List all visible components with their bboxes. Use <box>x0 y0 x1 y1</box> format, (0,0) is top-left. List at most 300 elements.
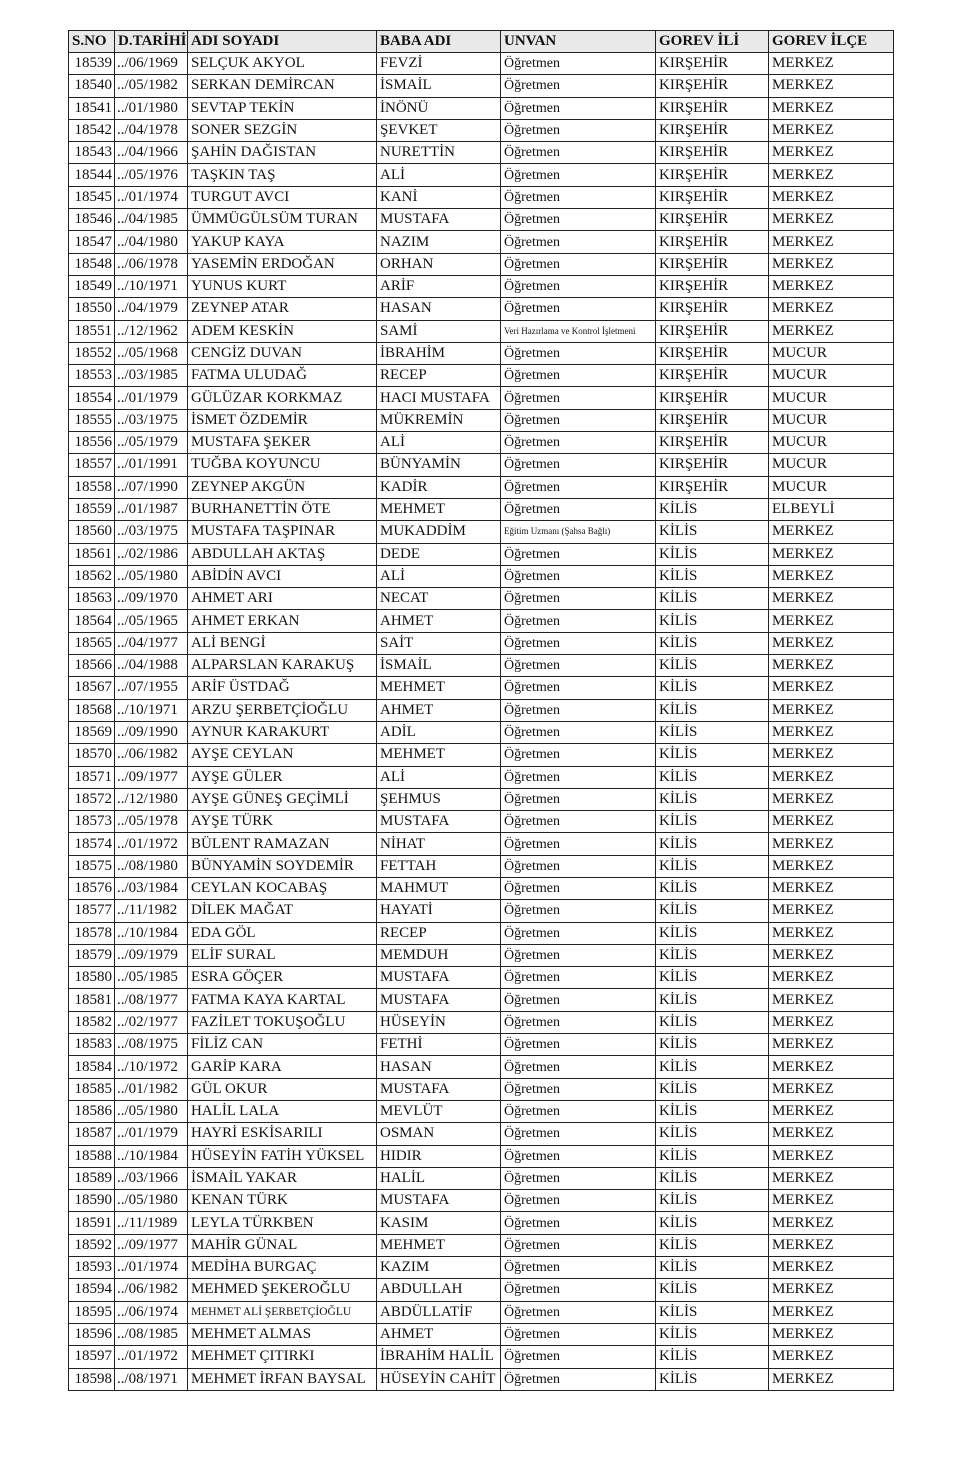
cell-sno: 18589 <box>69 1167 115 1189</box>
cell-province: KİLİS <box>656 744 769 766</box>
cell-district: MERKEZ <box>769 1145 894 1167</box>
cell-district: MERKEZ <box>769 142 894 164</box>
cell-title: Öğretmen <box>501 142 656 164</box>
cell-province: KİLİS <box>656 877 769 899</box>
cell-father-name: HASAN <box>377 1056 501 1078</box>
cell-district: MERKEZ <box>769 1301 894 1323</box>
cell-birth-date: ../05/1979 <box>115 432 188 454</box>
cell-district: MERKEZ <box>769 1078 894 1100</box>
cell-province: KİLİS <box>656 1279 769 1301</box>
cell-full-name: BÜNYAMİN SOYDEMİR <box>188 855 377 877</box>
cell-province: KİLİS <box>656 1212 769 1234</box>
cell-title: Öğretmen <box>501 186 656 208</box>
cell-sno: 18576 <box>69 877 115 899</box>
document-sheet <box>68 30 893 1391</box>
table-row <box>69 432 894 454</box>
cell-sno: 18594 <box>69 1279 115 1301</box>
cell-full-name: MEHMET İRFAN BAYSAL <box>188 1368 377 1390</box>
cell-district: MERKEZ <box>769 521 894 543</box>
cell-district: MERKEZ <box>769 186 894 208</box>
table-row <box>69 922 894 944</box>
cell-title: Öğretmen <box>501 900 656 922</box>
cell-district: MUCUR <box>769 387 894 409</box>
cell-birth-date: ../10/1984 <box>115 922 188 944</box>
cell-sno: 18582 <box>69 1011 115 1033</box>
header-title: UNVAN <box>501 31 656 53</box>
cell-full-name: MEHMET ALMAS <box>188 1323 377 1345</box>
cell-father-name: ALİ <box>377 766 501 788</box>
cell-father-name: ALİ <box>377 432 501 454</box>
header-sno: S.NO <box>69 31 115 53</box>
cell-sno: 18545 <box>69 186 115 208</box>
cell-full-name: AHMET ARI <box>188 588 377 610</box>
cell-father-name: MUSTAFA <box>377 1078 501 1100</box>
cell-birth-date: ../10/1984 <box>115 1145 188 1167</box>
cell-district: MERKEZ <box>769 209 894 231</box>
cell-province: KİLİS <box>656 922 769 944</box>
table-row <box>69 186 894 208</box>
cell-title: Öğretmen <box>501 632 656 654</box>
cell-full-name: BÜLENT RAMAZAN <box>188 833 377 855</box>
cell-sno: 18539 <box>69 53 115 75</box>
cell-province: KIRŞEHİR <box>656 432 769 454</box>
cell-full-name: TAŞKIN TAŞ <box>188 164 377 186</box>
cell-father-name: MEHMET <box>377 498 501 520</box>
cell-province: KIRŞEHİR <box>656 454 769 476</box>
cell-district: MERKEZ <box>769 1323 894 1345</box>
cell-sno: 18588 <box>69 1145 115 1167</box>
cell-father-name: NİHAT <box>377 833 501 855</box>
cell-province: KİLİS <box>656 967 769 989</box>
cell-title: Öğretmen <box>501 1279 656 1301</box>
cell-father-name: NECAT <box>377 588 501 610</box>
cell-father-name: İBRAHİM HALİL <box>377 1346 501 1368</box>
table-row <box>69 1190 894 1212</box>
cell-birth-date: ../01/1980 <box>115 97 188 119</box>
cell-district: MERKEZ <box>769 1368 894 1390</box>
cell-province: KIRŞEHİR <box>656 275 769 297</box>
cell-sno: 18556 <box>69 432 115 454</box>
cell-birth-date: ../04/1980 <box>115 231 188 253</box>
cell-full-name: ALPARSLAN KARAKUŞ <box>188 655 377 677</box>
cell-father-name: MUSTAFA <box>377 1190 501 1212</box>
cell-full-name: FATMA KAYA KARTAL <box>188 989 377 1011</box>
table-row <box>69 1323 894 1345</box>
cell-sno: 18564 <box>69 610 115 632</box>
table-row <box>69 811 894 833</box>
cell-birth-date: ../01/1972 <box>115 1346 188 1368</box>
cell-province: KİLİS <box>656 1123 769 1145</box>
cell-district: MERKEZ <box>769 744 894 766</box>
cell-title: Öğretmen <box>501 476 656 498</box>
cell-sno: 18547 <box>69 231 115 253</box>
cell-father-name: MEVLÜT <box>377 1100 501 1122</box>
cell-province: KIRŞEHİR <box>656 209 769 231</box>
cell-father-name: MUKADDİM <box>377 521 501 543</box>
cell-full-name: AYŞE GÜNEŞ GEÇİMLİ <box>188 788 377 810</box>
header-district: GOREV İLÇE <box>769 31 894 53</box>
cell-title: Öğretmen <box>501 97 656 119</box>
table-row <box>69 119 894 141</box>
cell-title: Öğretmen <box>501 1234 656 1256</box>
cell-sno: 18563 <box>69 588 115 610</box>
cell-district: MERKEZ <box>769 1011 894 1033</box>
cell-province: KİLİS <box>656 1034 769 1056</box>
cell-full-name: FAZİLET TOKUŞOĞLU <box>188 1011 377 1033</box>
cell-province: KIRŞEHİR <box>656 253 769 275</box>
cell-title: Öğretmen <box>501 677 656 699</box>
cell-full-name: ESRA GÖÇER <box>188 967 377 989</box>
cell-district: MERKEZ <box>769 565 894 587</box>
cell-birth-date: ../06/1974 <box>115 1301 188 1323</box>
cell-full-name: MUSTAFA ŞEKER <box>188 432 377 454</box>
cell-full-name: YAKUP KAYA <box>188 231 377 253</box>
cell-full-name: SERKAN DEMİRCAN <box>188 75 377 97</box>
cell-father-name: HIDIR <box>377 1145 501 1167</box>
cell-sno: 18546 <box>69 209 115 231</box>
cell-birth-date: ../08/1975 <box>115 1034 188 1056</box>
cell-province: KİLİS <box>656 1011 769 1033</box>
cell-birth-date: ../09/1990 <box>115 721 188 743</box>
cell-birth-date: ../06/1982 <box>115 1279 188 1301</box>
personnel-table <box>68 30 894 1391</box>
cell-title: Veri Hazırlama ve Kontrol İşletmeni <box>501 320 656 342</box>
cell-full-name: MEDİHA BURGAÇ <box>188 1257 377 1279</box>
cell-district: MUCUR <box>769 342 894 364</box>
cell-title: Öğretmen <box>501 164 656 186</box>
cell-province: KİLİS <box>656 610 769 632</box>
cell-province: KİLİS <box>656 855 769 877</box>
table-row <box>69 989 894 1011</box>
cell-sno: 18580 <box>69 967 115 989</box>
table-row <box>69 1346 894 1368</box>
cell-district: MERKEZ <box>769 1123 894 1145</box>
cell-province: KİLİS <box>656 521 769 543</box>
cell-district: MERKEZ <box>769 1190 894 1212</box>
cell-sno: 18590 <box>69 1190 115 1212</box>
cell-birth-date: ../04/1966 <box>115 142 188 164</box>
cell-full-name: EDA GÖL <box>188 922 377 944</box>
cell-title: Öğretmen <box>501 788 656 810</box>
table-row <box>69 788 894 810</box>
table-row <box>69 498 894 520</box>
table-body <box>69 53 894 1391</box>
cell-birth-date: ../03/1975 <box>115 409 188 431</box>
table-row <box>69 1212 894 1234</box>
cell-title: Öğretmen <box>501 655 656 677</box>
cell-father-name: OSMAN <box>377 1123 501 1145</box>
table-row <box>69 1167 894 1189</box>
cell-birth-date: ../01/1987 <box>115 498 188 520</box>
cell-sno: 18584 <box>69 1056 115 1078</box>
cell-birth-date: ../09/1970 <box>115 588 188 610</box>
cell-birth-date: ../06/1978 <box>115 253 188 275</box>
cell-father-name: İNÖNÜ <box>377 97 501 119</box>
cell-birth-date: ../02/1977 <box>115 1011 188 1033</box>
cell-district: MUCUR <box>769 454 894 476</box>
cell-province: KİLİS <box>656 1056 769 1078</box>
cell-birth-date: ../09/1979 <box>115 944 188 966</box>
cell-father-name: ŞEVKET <box>377 119 501 141</box>
cell-sno: 18554 <box>69 387 115 409</box>
cell-father-name: RECEP <box>377 922 501 944</box>
cell-father-name: HAYATİ <box>377 900 501 922</box>
cell-full-name: TURGUT AVCI <box>188 186 377 208</box>
cell-district: MERKEZ <box>769 833 894 855</box>
cell-full-name: YASEMİN ERDOĞAN <box>188 253 377 275</box>
cell-father-name: ABDÜLLATİF <box>377 1301 501 1323</box>
cell-full-name: SEVTAP TEKİN <box>188 97 377 119</box>
cell-title: Öğretmen <box>501 1078 656 1100</box>
cell-province: KİLİS <box>656 721 769 743</box>
cell-title: Öğretmen <box>501 342 656 364</box>
cell-birth-date: ../05/1985 <box>115 967 188 989</box>
cell-province: KİLİS <box>656 588 769 610</box>
cell-district: MERKEZ <box>769 97 894 119</box>
cell-birth-date: ../11/1989 <box>115 1212 188 1234</box>
cell-province: KIRŞEHİR <box>656 119 769 141</box>
table-row <box>69 1034 894 1056</box>
cell-district: MERKEZ <box>769 632 894 654</box>
cell-sno: 18598 <box>69 1368 115 1390</box>
cell-father-name: MEHMET <box>377 1234 501 1256</box>
cell-district: MERKEZ <box>769 164 894 186</box>
cell-sno: 18597 <box>69 1346 115 1368</box>
cell-sno: 18575 <box>69 855 115 877</box>
cell-province: KİLİS <box>656 632 769 654</box>
cell-sno: 18555 <box>69 409 115 431</box>
cell-sno: 18567 <box>69 677 115 699</box>
cell-district: MERKEZ <box>769 1100 894 1122</box>
cell-full-name: MEHMET ALİ ŞERBETÇİOĞLU <box>188 1301 377 1323</box>
cell-full-name: AYNUR KARAKURT <box>188 721 377 743</box>
cell-title: Öğretmen <box>501 565 656 587</box>
cell-full-name: ABİDİN AVCI <box>188 565 377 587</box>
header-full-name: ADI SOYADI <box>188 31 377 53</box>
cell-district: MUCUR <box>769 365 894 387</box>
cell-birth-date: ../12/1980 <box>115 788 188 810</box>
cell-district: MERKEZ <box>769 922 894 944</box>
cell-birth-date: ../03/1984 <box>115 877 188 899</box>
cell-province: KİLİS <box>656 1190 769 1212</box>
cell-sno: 18587 <box>69 1123 115 1145</box>
cell-sno: 18565 <box>69 632 115 654</box>
table-row <box>69 454 894 476</box>
cell-province: KİLİS <box>656 1234 769 1256</box>
cell-father-name: FEVZİ <box>377 53 501 75</box>
cell-province: KİLİS <box>656 565 769 587</box>
cell-full-name: CEYLAN KOCABAŞ <box>188 877 377 899</box>
cell-father-name: MUSTAFA <box>377 989 501 1011</box>
cell-district: MERKEZ <box>769 1257 894 1279</box>
table-row <box>69 744 894 766</box>
cell-father-name: ARİF <box>377 275 501 297</box>
table-row <box>69 967 894 989</box>
cell-sno: 18578 <box>69 922 115 944</box>
cell-father-name: KASIM <box>377 1212 501 1234</box>
cell-title: Öğretmen <box>501 766 656 788</box>
cell-full-name: KENAN TÜRK <box>188 1190 377 1212</box>
cell-father-name: MEMDUH <box>377 944 501 966</box>
cell-province: KİLİS <box>656 900 769 922</box>
table-row <box>69 1145 894 1167</box>
cell-birth-date: ../03/1975 <box>115 521 188 543</box>
table-row <box>69 1279 894 1301</box>
cell-district: ELBEYLİ <box>769 498 894 520</box>
cell-birth-date: ../04/1977 <box>115 632 188 654</box>
table-row <box>69 365 894 387</box>
cell-district: MERKEZ <box>769 1234 894 1256</box>
cell-full-name: ELİF SURAL <box>188 944 377 966</box>
cell-province: KİLİS <box>656 833 769 855</box>
cell-title: Öğretmen <box>501 610 656 632</box>
cell-sno: 18552 <box>69 342 115 364</box>
cell-title: Öğretmen <box>501 811 656 833</box>
cell-title: Öğretmen <box>501 989 656 1011</box>
cell-sno: 18560 <box>69 521 115 543</box>
cell-province: KIRŞEHİR <box>656 186 769 208</box>
cell-full-name: MAHİR GÜNAL <box>188 1234 377 1256</box>
cell-sno: 18570 <box>69 744 115 766</box>
cell-title: Öğretmen <box>501 53 656 75</box>
header-father-name: BABA ADI <box>377 31 501 53</box>
cell-title: Öğretmen <box>501 209 656 231</box>
table-row <box>69 1100 894 1122</box>
cell-full-name: AYŞE CEYLAN <box>188 744 377 766</box>
cell-father-name: SAMİ <box>377 320 501 342</box>
cell-sno: 18583 <box>69 1034 115 1056</box>
cell-birth-date: ../01/1979 <box>115 387 188 409</box>
cell-father-name: ABDULLAH <box>377 1279 501 1301</box>
cell-province: KİLİS <box>656 1145 769 1167</box>
cell-district: MERKEZ <box>769 320 894 342</box>
cell-district: MERKEZ <box>769 699 894 721</box>
table-row <box>69 766 894 788</box>
cell-title: Öğretmen <box>501 1011 656 1033</box>
cell-district: MERKEZ <box>769 655 894 677</box>
cell-district: MERKEZ <box>769 677 894 699</box>
cell-title: Öğretmen <box>501 543 656 565</box>
cell-birth-date: ../05/1980 <box>115 1100 188 1122</box>
cell-province: KIRŞEHİR <box>656 231 769 253</box>
cell-sno: 18596 <box>69 1323 115 1345</box>
cell-birth-date: ../01/1974 <box>115 1257 188 1279</box>
cell-birth-date: ../01/1972 <box>115 833 188 855</box>
cell-district: MERKEZ <box>769 811 894 833</box>
cell-birth-date: ../08/1980 <box>115 855 188 877</box>
cell-title: Öğretmen <box>501 588 656 610</box>
cell-sno: 18572 <box>69 788 115 810</box>
cell-title: Öğretmen <box>501 744 656 766</box>
cell-birth-date: ../01/1991 <box>115 454 188 476</box>
cell-birth-date: ../08/1971 <box>115 1368 188 1390</box>
cell-province: KİLİS <box>656 1368 769 1390</box>
cell-district: MERKEZ <box>769 1279 894 1301</box>
cell-sno: 18574 <box>69 833 115 855</box>
cell-sno: 18559 <box>69 498 115 520</box>
cell-full-name: GÜLÜZAR KORKMAZ <box>188 387 377 409</box>
cell-title: Öğretmen <box>501 298 656 320</box>
cell-district: MERKEZ <box>769 119 894 141</box>
cell-father-name: HÜSEYİN <box>377 1011 501 1033</box>
cell-father-name: FETHİ <box>377 1034 501 1056</box>
cell-district: MERKEZ <box>769 53 894 75</box>
cell-district: MERKEZ <box>769 721 894 743</box>
cell-full-name: TUĞBA KOYUNCU <box>188 454 377 476</box>
cell-father-name: HALİL <box>377 1167 501 1189</box>
table-row <box>69 1123 894 1145</box>
cell-title: Öğretmen <box>501 231 656 253</box>
cell-father-name: MÜKREMİN <box>377 409 501 431</box>
table-row <box>69 655 894 677</box>
cell-sno: 18540 <box>69 75 115 97</box>
cell-birth-date: ../08/1985 <box>115 1323 188 1345</box>
cell-father-name: İSMAİL <box>377 655 501 677</box>
cell-title: Öğretmen <box>501 1323 656 1345</box>
cell-district: MERKEZ <box>769 1056 894 1078</box>
cell-district: MERKEZ <box>769 231 894 253</box>
table-row <box>69 253 894 275</box>
cell-district: MERKEZ <box>769 1034 894 1056</box>
cell-district: MUCUR <box>769 409 894 431</box>
cell-full-name: ZEYNEP ATAR <box>188 298 377 320</box>
cell-district: MERKEZ <box>769 967 894 989</box>
table-row <box>69 900 894 922</box>
table-row <box>69 632 894 654</box>
cell-sno: 18571 <box>69 766 115 788</box>
cell-district: MERKEZ <box>769 944 894 966</box>
cell-province: KIRŞEHİR <box>656 164 769 186</box>
cell-district: MERKEZ <box>769 1212 894 1234</box>
table-row <box>69 231 894 253</box>
cell-father-name: MUSTAFA <box>377 209 501 231</box>
cell-birth-date: ../03/1985 <box>115 365 188 387</box>
cell-full-name: İSMET ÖZDEMİR <box>188 409 377 431</box>
table-row <box>69 1234 894 1256</box>
cell-district: MERKEZ <box>769 75 894 97</box>
cell-full-name: ABDULLAH AKTAŞ <box>188 543 377 565</box>
cell-province: KİLİS <box>656 1346 769 1368</box>
cell-full-name: DİLEK MAĞAT <box>188 900 377 922</box>
cell-full-name: AYŞE TÜRK <box>188 811 377 833</box>
cell-birth-date: ../09/1977 <box>115 1234 188 1256</box>
cell-full-name: FATMA ULUDAĞ <box>188 365 377 387</box>
cell-sno: 18593 <box>69 1257 115 1279</box>
cell-birth-date: ../05/1980 <box>115 565 188 587</box>
cell-birth-date: ../04/1985 <box>115 209 188 231</box>
cell-province: KİLİS <box>656 498 769 520</box>
cell-birth-date: ../06/1969 <box>115 53 188 75</box>
cell-sno: 18551 <box>69 320 115 342</box>
cell-sno: 18542 <box>69 119 115 141</box>
table-row <box>69 1368 894 1390</box>
cell-full-name: LEYLA TÜRKBEN <box>188 1212 377 1234</box>
cell-province: KİLİS <box>656 1167 769 1189</box>
cell-father-name: RECEP <box>377 365 501 387</box>
cell-full-name: GÜL OKUR <box>188 1078 377 1100</box>
table-row <box>69 833 894 855</box>
cell-province: KİLİS <box>656 1301 769 1323</box>
table-row <box>69 944 894 966</box>
cell-birth-date: ../06/1982 <box>115 744 188 766</box>
cell-district: MERKEZ <box>769 298 894 320</box>
cell-district: MERKEZ <box>769 900 894 922</box>
table-row <box>69 721 894 743</box>
cell-district: MERKEZ <box>769 1346 894 1368</box>
table-row <box>69 1011 894 1033</box>
cell-province: KIRŞEHİR <box>656 320 769 342</box>
cell-province: KIRŞEHİR <box>656 142 769 164</box>
